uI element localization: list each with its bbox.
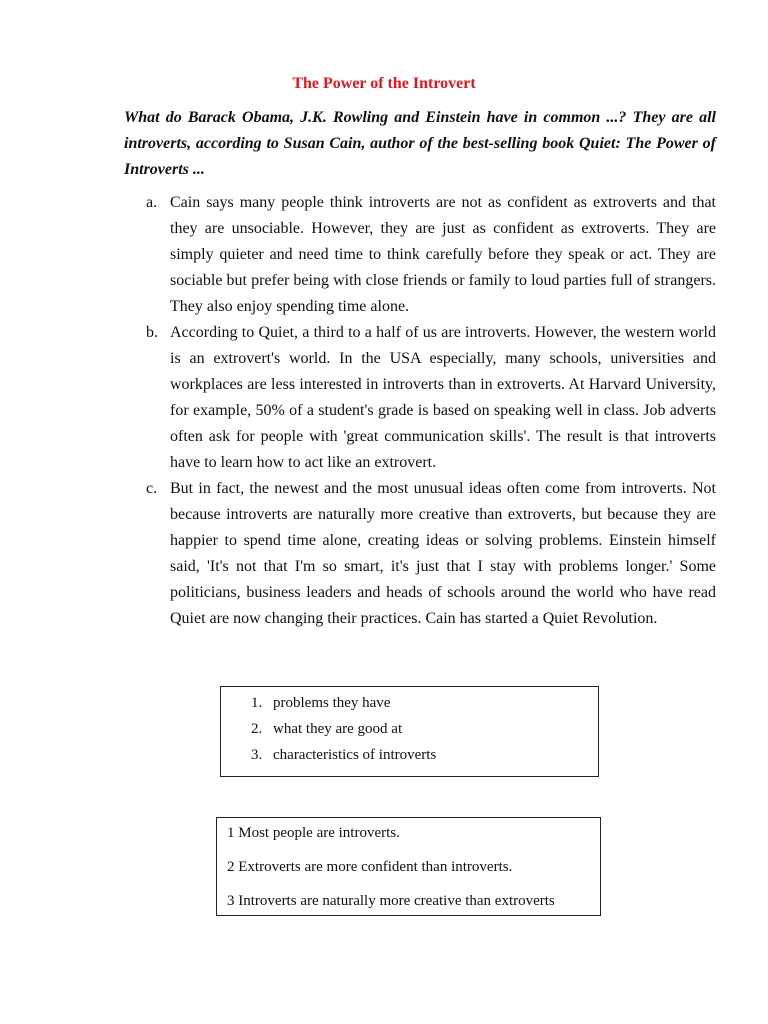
topic-number: 2. [251, 721, 263, 737]
paragraph-marker: c. [146, 480, 158, 497]
topic-number: 3. [251, 747, 263, 763]
paragraph-text: According to Quiet, a third to a half of us are introverts. However, the western world is an extrovert's world. In the USA especially, many schools, universities and workplaces are less interested in introverts than in extroverts. At Harvard University, for example, 50% of a student's grade is based on speaking well in class. Job adverts often ask for people with 'great communication skills'. The result is that introverts have to learn how to act like an extrovert. [170, 324, 716, 471]
topic-number: 1. [251, 695, 263, 711]
paragraph-a [124, 190, 716, 320]
paragraph-text: But in fact, the newest and the most unusual ideas often come from introverts. Not because introverts are naturally more creative than extroverts, but because they are happier to spend time alone, creating ideas or solving problems. Einstein himself said, 'It's not that I'm so smart, it's just that I stay with problems longer.' Some politicians, business leaders and heads of schools around the world who have read Quiet are now changing their practices. Cain has started a Quiet Revolution. [170, 480, 716, 627]
topic-item [221, 742, 598, 768]
statement-item: 3 Introverts are naturally more creative than extroverts [227, 893, 555, 909]
topic-item [221, 690, 598, 716]
paragraph-marker: a. [146, 194, 158, 211]
statements-box [216, 817, 601, 916]
topics-box [220, 686, 599, 777]
page-title: The Power of the Introvert [292, 75, 476, 92]
topic-text: what they are good at [273, 721, 403, 737]
topic-text: problems they have [273, 695, 391, 711]
paragraph-c [124, 476, 716, 632]
intro-question: What do Barack Obama, J.K. Rowling and Einstein have in common ...? They are all introverts, according to Susan Cain, author of the best-selling book Quiet: The Power of Introverts ... [124, 109, 716, 178]
statement-item: 2 Extroverts are more confident than introverts. [227, 859, 513, 875]
reading-paragraphs [124, 190, 716, 632]
topic-text: characteristics of introverts [273, 747, 437, 763]
statement-item: 1 Most people are introverts. [227, 825, 400, 841]
paragraph-b [124, 320, 716, 476]
paragraph-text: Cain says many people think introverts are not as confident as extroverts and that they are unsociable. However, they are just as confident as extroverts. They are simply quieter and need time to think carefully before they speak or act. They are sociable but prefer being with close friends or family to loud parties full of strangers. They also enjoy spending time alone. [170, 194, 716, 315]
topic-item [221, 716, 598, 742]
paragraph-marker: b. [146, 324, 158, 341]
